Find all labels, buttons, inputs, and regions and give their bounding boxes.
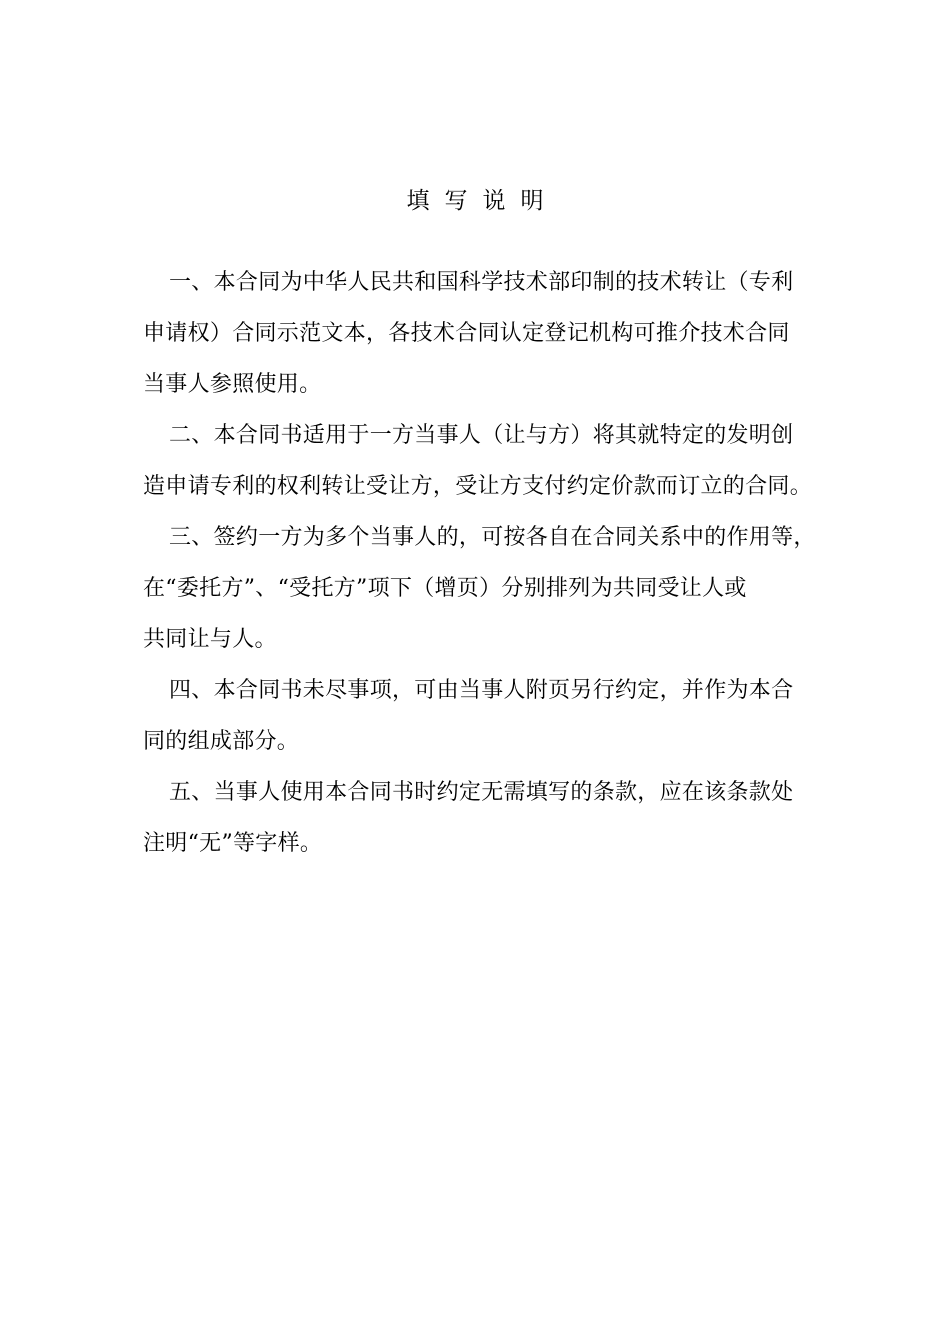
text-line: 造申请专利的权利转让受让方，受让方支付约定价款而订立的合同。	[143, 474, 813, 499]
text-line: 一、本合同为中华人民共和国科学技术部印制的技术转让（专利	[169, 270, 794, 295]
text-line: 二、本合同书适用于一方当事人（让与方）将其就特定的发明创	[169, 423, 794, 448]
page-title: 填写说明	[406, 188, 559, 214]
text-line: 申请权）合同示范文本，各技术合同认定登记机构可推介技术合同	[143, 321, 790, 346]
text-line: 共同让与人。	[143, 627, 277, 652]
instruction-paragraph-3	[143, 512, 823, 665]
text-line: 当事人参照使用。	[143, 372, 322, 397]
text-line: 注明“无”等字样。	[143, 831, 323, 856]
text-line: 三、签约一方为多个当事人的，可按各自在合同关系中的作用等，	[169, 525, 816, 550]
instructions-body	[143, 257, 823, 869]
text-line: 同的组成部分。	[143, 729, 300, 754]
text-line: 五、当事人使用本合同书时约定无需填写的条款，应在该条款处	[169, 780, 794, 805]
instruction-paragraph-1	[143, 257, 823, 410]
text-line: 在“委托方”、“受托方”项下（增页）分别排列为共同受让人或	[143, 576, 747, 601]
instruction-paragraph-5	[143, 767, 823, 869]
instruction-paragraph-2	[143, 410, 823, 512]
instruction-paragraph-4	[143, 665, 823, 767]
text-line: 四、本合同书未尽事项，可由当事人附页另行约定，并作为本合	[169, 678, 794, 703]
